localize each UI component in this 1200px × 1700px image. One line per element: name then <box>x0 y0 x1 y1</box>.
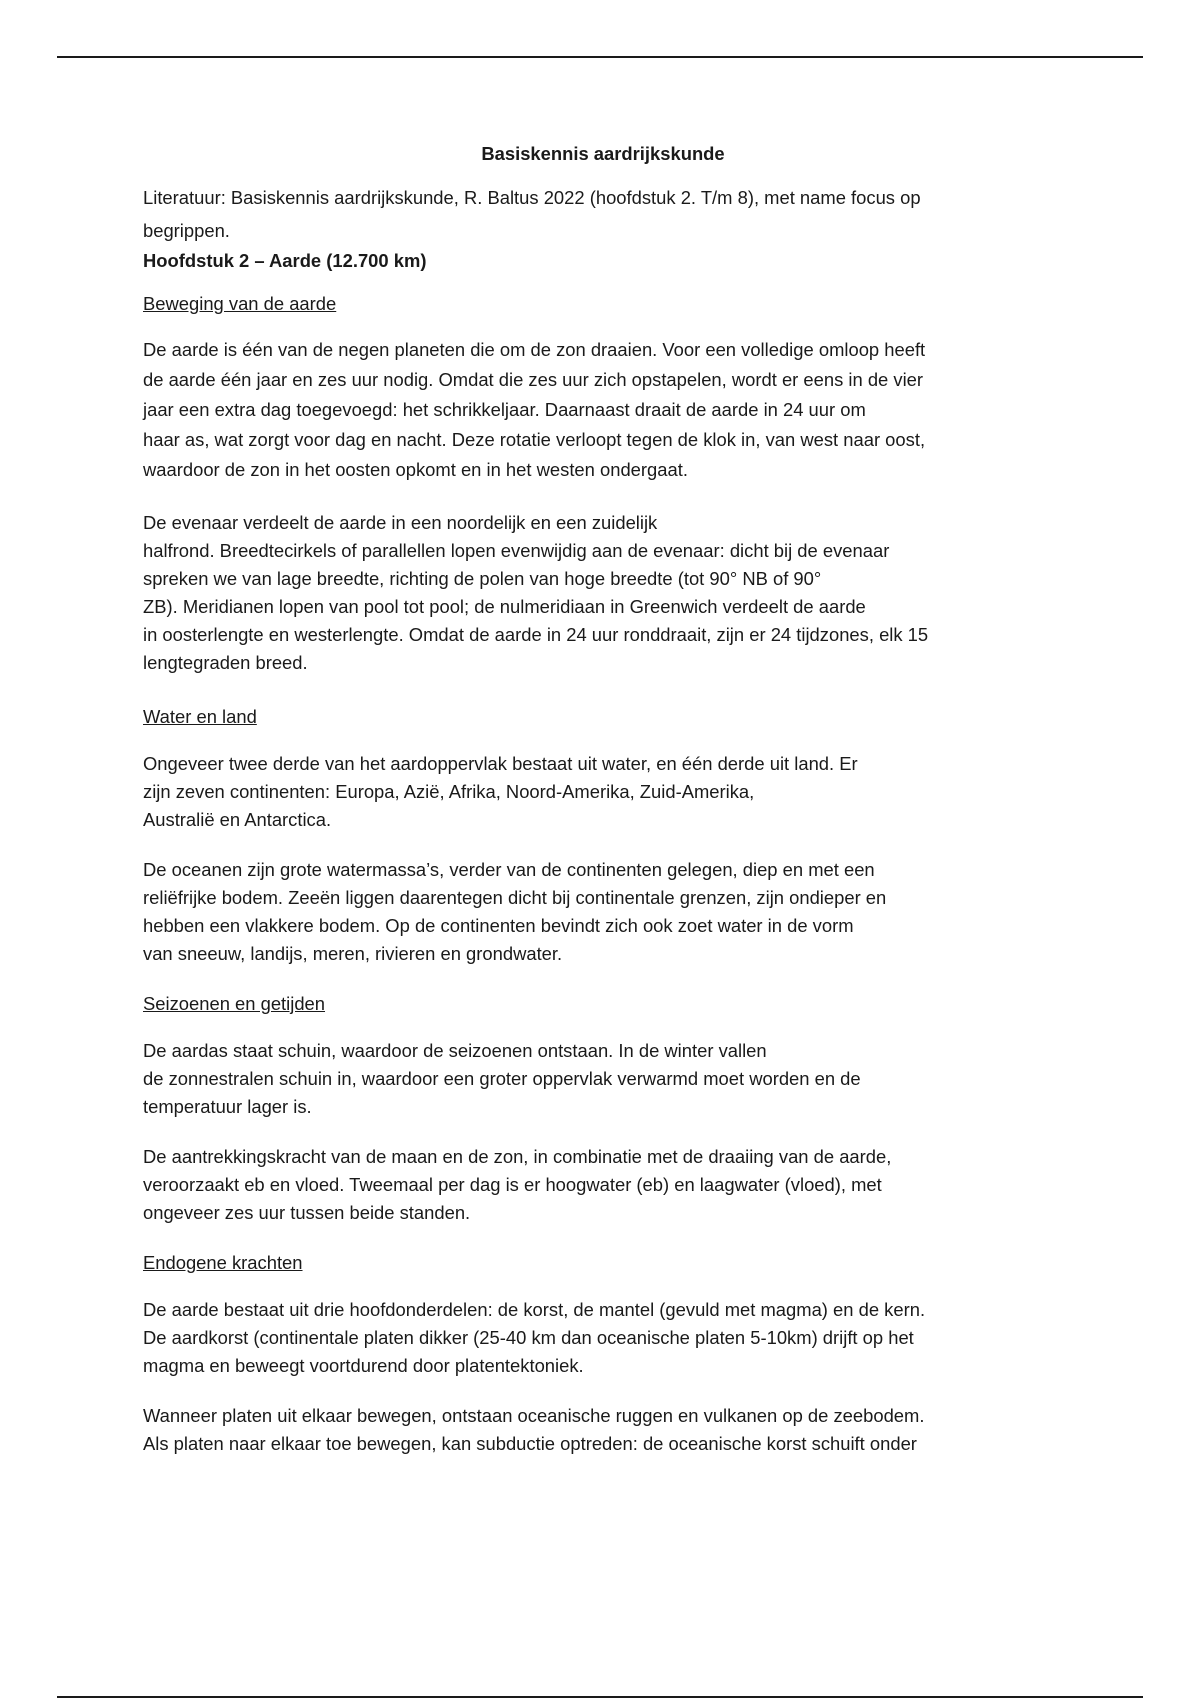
paragraph <box>143 1296 1063 1380</box>
paragraph-line: jaar een extra dag toegevoegd: het schrikkeljaar. Daarnaast draait de aarde in 24 uur om <box>143 399 866 420</box>
paragraph <box>143 1143 1063 1227</box>
paragraph-line: veroorzaakt eb en vloed. Tweemaal per dag is er hoogwater (eb) en laagwater (vloed), met <box>143 1174 882 1195</box>
section-heading-water-land: Water en land <box>143 706 257 727</box>
section-heading-beweging: Beweging van de aarde <box>143 293 337 314</box>
paragraph-line: De aardkorst (continentale platen dikker (25-40 km dan oceanische platen 5-10km) drijft op het <box>143 1327 914 1348</box>
document-title: Basiskennis aardrijkskunde <box>481 143 725 164</box>
paragraph-line: zijn zeven continenten: Europa, Azië, Afrika, Noord-Amerika, Zuid-Amerika, <box>143 781 755 802</box>
paragraph <box>143 856 1063 968</box>
paragraph-line: De aarde bestaat uit drie hoofdonderdelen: de korst, de mantel (gevuld met magma) en de kern. <box>143 1299 926 1320</box>
paragraph-line: Australië en Antarctica. <box>143 809 332 830</box>
chapter-heading: Hoofdstuk 2 – Aarde (12.700 km) <box>143 250 427 271</box>
paragraph-line: van sneeuw, landijs, meren, rivieren en grondwater. <box>143 943 563 964</box>
paragraph-line: De aantrekkingskracht van de maan en de zon, in combinatie met de draaiing van de aarde, <box>143 1146 892 1167</box>
paragraph-line: haar as, wat zorgt voor dag en nacht. Deze rotatie verloopt tegen de klok in, van west naar oost, <box>143 429 926 450</box>
paragraph <box>143 1402 1063 1458</box>
paragraph-line: lengtegraden breed. <box>143 652 308 673</box>
paragraph-line: de zonnestralen schuin in, waardoor een groter oppervlak verwarmd moet worden en de <box>143 1068 861 1089</box>
paragraph-line: waardoor de zon in het oosten opkomt en in het westen ondergaat. <box>143 459 688 480</box>
paragraph <box>143 750 1063 834</box>
paragraph-line: De aardas staat schuin, waardoor de seizoenen ontstaan. In de winter vallen <box>143 1040 767 1061</box>
paragraph-line: hebben een vlakkere bodem. Op de continenten bevindt zich ook zoet water in de vorm <box>143 915 854 936</box>
paragraph-line: De evenaar verdeelt de aarde in een noordelijk en een zuidelijk <box>143 512 658 533</box>
paragraph-line: halfrond. Breedtecirkels of parallellen lopen evenwijdig aan de evenaar: dicht bij de evenaar <box>143 540 890 561</box>
paragraph-line: in oosterlengte en westerlengte. Omdat de aarde in 24 uur ronddraait, zijn er 24 tijdzones, elk 15 <box>143 624 929 645</box>
header-rule <box>57 56 1143 58</box>
footer-rule <box>57 1696 1143 1698</box>
paragraph-line: ZB). Meridianen lopen van pool tot pool; de nulmeridiaan in Greenwich verdeelt de aarde <box>143 596 866 617</box>
paragraph-line: de aarde één jaar en zes uur nodig. Omdat die zes uur zich opstapelen, wordt er eens in de vier <box>143 369 924 390</box>
literature-line: Literatuur: Basiskennis aardrijkskunde, R. Baltus 2022 (hoofdstuk 2. T/m 8), met name focus op <box>143 187 921 208</box>
section-heading-endogene: Endogene krachten <box>143 1252 303 1273</box>
paragraph-line: De aarde is één van de negen planeten die om de zon draaien. Voor een volledige omloop heeft <box>143 339 926 360</box>
literature-note <box>143 181 1063 247</box>
paragraph <box>143 509 1063 677</box>
paragraph <box>143 1037 1063 1121</box>
section-heading-seizoenen: Seizoenen en getijden <box>143 993 326 1014</box>
document-page <box>143 140 1063 1458</box>
paragraph-line: temperatuur lager is. <box>143 1096 312 1117</box>
literature-line: begrippen. <box>143 220 230 241</box>
paragraph-line: reliëfrijke bodem. Zeeën liggen daarentegen dicht bij continentale grenzen, zijn ondieper en <box>143 887 887 908</box>
paragraph-line: Wanneer platen uit elkaar bewegen, ontstaan oceanische ruggen en vulkanen op de zeebodem. <box>143 1405 925 1426</box>
paragraph <box>143 335 1063 485</box>
paragraph-line: spreken we van lage breedte, richting de polen van hoge breedte (tot 90° NB of 90° <box>143 568 822 589</box>
paragraph-line: magma en beweegt voortdurend door platentektoniek. <box>143 1355 584 1376</box>
paragraph-line: ongeveer zes uur tussen beide standen. <box>143 1202 471 1223</box>
paragraph-line: Ongeveer twee derde van het aardoppervlak bestaat uit water, en één derde uit land. Er <box>143 753 858 774</box>
paragraph-line: Als platen naar elkaar toe bewegen, kan subductie optreden: de oceanische korst schuift onder <box>143 1433 917 1454</box>
paragraph-line: De oceanen zijn grote watermassa’s, verder van de continenten gelegen, diep en met een <box>143 859 875 880</box>
